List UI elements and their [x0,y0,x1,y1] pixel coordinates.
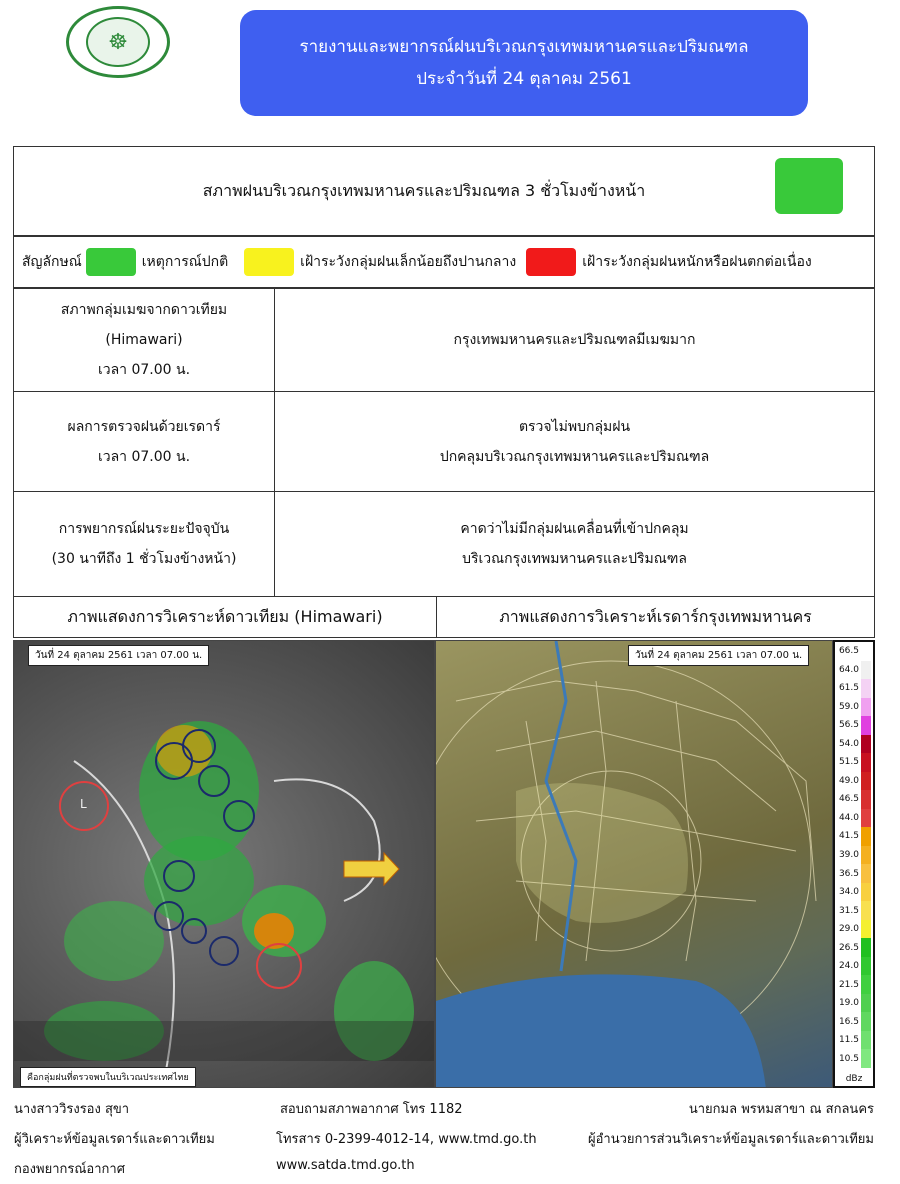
colorbar-swatch [861,642,871,661]
status-title: สภาพฝนบริเวณกรุงเทพมหานครและปริมณฑล 3 ชั่วโมงข้างหน้า [202,180,646,200]
satellite-image [13,640,435,1088]
satellite-image-title [13,596,437,638]
colorbar-step [835,661,873,680]
colorbar-step [835,772,873,791]
colorbar-step [835,864,873,883]
footer-right-line2: ผู้อำนวยการส่วนวิเคราะห์ข้อมูลเรดาร์และดาวเทียม [587,1132,874,1147]
colorbar-swatch [861,846,871,865]
seal-emblem-icon: ☸ [86,17,150,67]
footer-center-line3[interactable]: www.satda.tmd.go.th [276,1158,415,1173]
satellite-image-title-text: ภาพแสดงการวิเคราะห์ดาวเทียม (Himawari) [67,606,383,626]
colorbar-step [835,846,873,865]
header-date: ประจำวันที่ 24 ตุลาคม 2561 [416,69,632,89]
report-header [240,10,808,116]
footer-right-line1: นายกมล พรหมสาขา ณ สกลนคร [688,1102,874,1117]
colorbar-step [835,642,873,661]
footer-left-line3: กองพยากรณ์อากาศ [14,1162,125,1177]
colorbar-step [835,698,873,717]
colorbar-tick-label: 19.0 [838,998,859,1009]
colorbar-step [835,1031,873,1050]
row-radar-label-line2: เวลา 07.00 น. [97,448,191,465]
colorbar-swatch [861,790,871,809]
colorbar-swatch [861,809,871,828]
colorbar-tick-label: 24.0 [838,961,859,972]
colorbar-swatch [861,864,871,883]
radar-map-graphic [436,641,833,1088]
colorbar-tick-label: 29.0 [838,924,859,935]
radar-image-title [436,596,875,638]
colorbar-swatch [861,883,871,902]
colorbar-swatch [861,938,871,957]
colorbar-tick-label: 51.5 [838,757,859,768]
colorbar-step [835,753,873,772]
colorbar-tick-label: 16.5 [838,1016,859,1027]
colorbar-tick-label: 10.5 [838,1053,859,1064]
colorbar-tick-label: 34.0 [838,887,859,898]
legend-text-watch-heavy: เฝ้าระวังกลุ่มฝนหนักหรือฝนตกต่อเนื่อง [582,254,812,270]
colorbar-tick-label: 59.0 [838,701,859,712]
colorbar-tick-label: 61.5 [838,683,859,694]
footer-center-line2[interactable]: โทรสาร 0-2399-4012-14, www.tmd.go.th [276,1132,537,1147]
radar-image [435,640,833,1088]
legend-text-watch-light: เฝ้าระวังกลุ่มฝนเล็กน้อยถึงปานกลาง [300,254,517,270]
colorbar-swatch [861,901,871,920]
legend-label: สัญลักษณ์ [22,254,82,270]
row-nowcast-label-line2: (30 นาทีถึง 1 ชั่วโมงข้างหน้า) [51,551,237,567]
colorbar-step [835,920,873,939]
header-title: รายงานและพยากรณ์ฝนบริเวณกรุงเทพมหานครและปริมณฑล [299,37,749,57]
legend-row [13,236,875,288]
radar-image-title-text: ภาพแสดงการวิเคราะห์เรดาร์กรุงเทพมหานคร [499,606,812,626]
colorbar-step [835,957,873,976]
footer-center-line1: สอบถามสภาพอากาศ โทร 1182 [280,1102,463,1117]
colorbar-step [835,883,873,902]
colorbar-swatch [861,661,871,680]
footer-left-line1: นางสาววิรงรอง สุขา [14,1102,130,1117]
row-radar-value-line2: ปกคลุมบริเวณกรุงเทพมหานครและปริมณฑล [439,448,710,465]
colorbar-swatch [861,994,871,1013]
row-satellite-value [274,288,875,392]
row-nowcast-value-line2: บริเวณกรุงเทพมหานครและปริมณฑล [462,551,687,567]
status-indicator [775,158,843,214]
row-nowcast-label [13,491,275,597]
colorbar-tick-label: 26.5 [838,942,859,953]
colorbar-tick-label: 31.5 [838,905,859,916]
legend-swatch-watch-heavy [526,248,576,276]
colorbar-swatch [861,975,871,994]
colorbar-step [835,1012,873,1031]
row-satellite-value-line1: กรุงเทพมหานครและปริมณฑลมีเมฆมาก [453,332,696,348]
colorbar-tick-label: 21.5 [838,979,859,990]
tmd-seal-logo [66,6,170,78]
satellite-legend-note: คือกลุ่มฝนที่ตรวจพบในบริเวณประเทศไทย [20,1067,196,1087]
colorbar-swatch [861,772,871,791]
legend-swatch-watch-light [244,248,294,276]
colorbar-tick-label: 39.0 [838,849,859,860]
row-radar-label [13,391,275,492]
colorbar-swatch [861,1049,871,1068]
row-radar-label-line1: ผลการตรวจฝนด้วยเรดาร์ [67,418,221,435]
colorbar-swatch [861,753,871,772]
status-title-row [13,146,875,236]
colorbar-tick-label: 11.5 [838,1035,859,1046]
legend-swatch-normal [86,248,136,276]
colorbar-step [835,938,873,957]
colorbar-swatch [861,920,871,939]
colorbar-step [835,790,873,809]
radar-dbz-colorbar [833,640,875,1088]
colorbar-swatch [861,1031,871,1050]
colorbar-swatch [861,679,871,698]
colorbar-swatch [861,957,871,976]
colorbar-tick-label: 64.0 [838,664,859,675]
colorbar-tick-label: 54.0 [838,738,859,749]
colorbar-step [835,827,873,846]
row-satellite-label-line3: เวลา 07.00 น. [97,362,191,378]
row-radar-value [274,391,875,492]
colorbar-tick-label: 49.0 [838,775,859,786]
row-nowcast-label-line1: การพยากรณ์ฝนระยะปัจจุบัน [58,521,230,537]
colorbar-tick-label: 36.5 [838,868,859,879]
colorbar-step [835,679,873,698]
satellite-low-pressure-label: L [80,797,87,811]
footer-left-line2: ผู้วิเคราะห์ข้อมูลเรดาร์และดาวเทียม [14,1132,215,1147]
row-satellite-label-line1: สภาพกลุ่มเมฆจากดาวเทียม [60,302,228,318]
colorbar-step [835,975,873,994]
satellite-timestamp: วันที่ 24 ตุลาคม 2561 เวลา 07.00 น. [28,645,209,666]
row-nowcast-value-line1: คาดว่าไม่มีกลุ่มฝนเคลื่อนที่เข้าปกคลุม [460,521,689,537]
colorbar-swatch [861,698,871,717]
row-satellite-label-line2: (Himawari) [105,332,183,348]
satellite-map-graphic [14,641,435,1088]
colorbar-tick-label: 56.5 [838,720,859,731]
colorbar-swatch [861,716,871,735]
colorbar-tick-label: 44.0 [838,812,859,823]
colorbar-swatch [861,827,871,846]
colorbar-step [835,735,873,754]
colorbar-tick-label: 41.5 [838,831,859,842]
colorbar-step [835,994,873,1013]
row-satellite-label [13,288,275,392]
colorbar-tick-label: 66.5 [838,646,859,657]
colorbar-step [835,901,873,920]
row-nowcast-value [274,491,875,597]
row-radar-value-line1: ตรวจไม่พบกลุ่มฝน [518,418,631,435]
legend-text-normal: เหตุการณ์ปกติ [141,254,229,270]
colorbar-step [835,1049,873,1068]
colorbar-unit: dBz [845,1074,863,1084]
colorbar-tick-label: 46.5 [838,794,859,805]
colorbar-swatch [861,1012,871,1031]
colorbar-step [835,716,873,735]
radar-timestamp: วันที่ 24 ตุลาคม 2561 เวลา 07.00 น. [628,645,809,666]
colorbar-step [835,809,873,828]
colorbar-swatch [861,735,871,754]
